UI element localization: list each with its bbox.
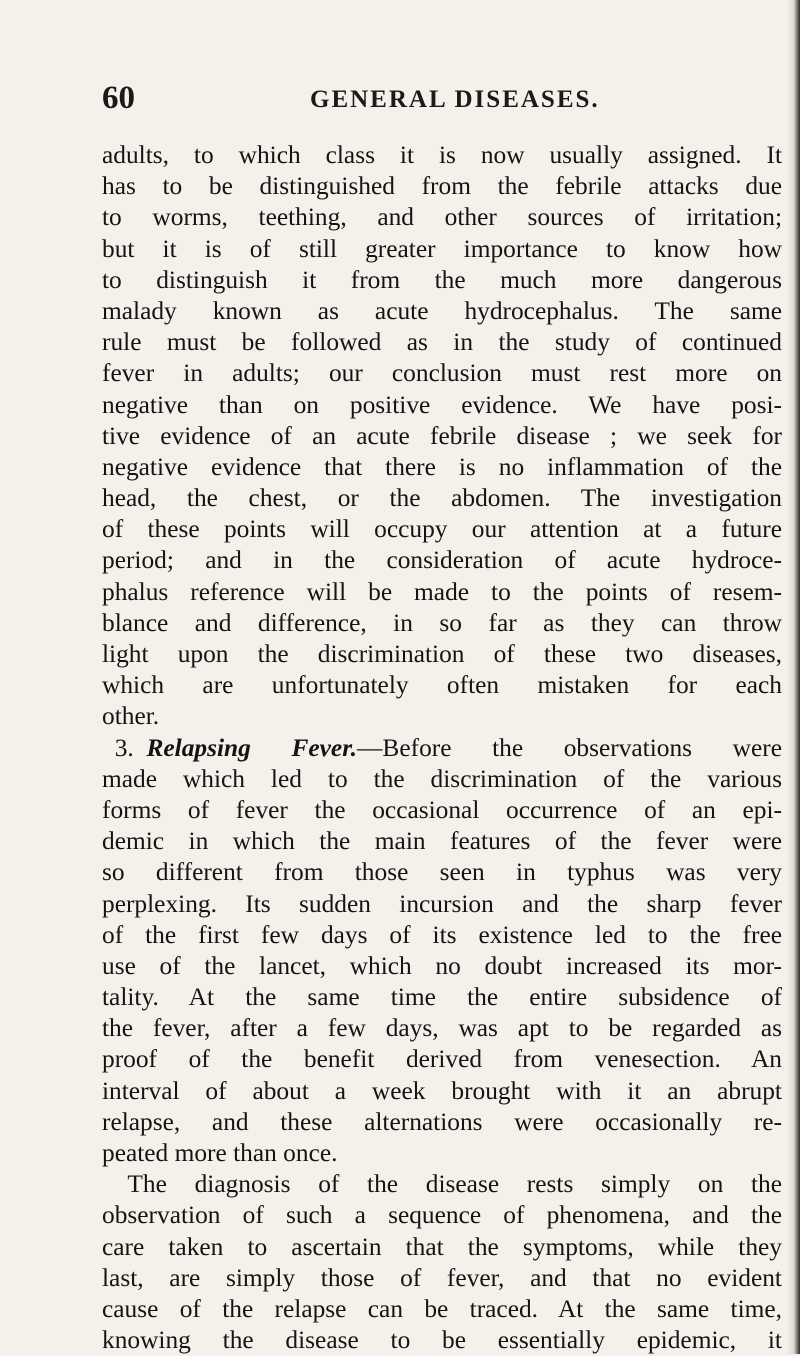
text-line: perplexing. Its sudden incursion and the sharp fever: [102, 889, 782, 918]
text-line: of the first few days of its existence led to the free: [102, 920, 782, 949]
text-line: care taken to ascertain that the symptoms, while they: [102, 1232, 782, 1261]
text-line: negative than on positive evidence. We have posi-: [102, 390, 782, 419]
text-line: light upon the discrimination of these two diseases,: [102, 640, 782, 668]
section-first-line-rest: —Before the observations were: [357, 733, 782, 762]
text-line: period; and in the consideration of acute hydroce-: [102, 546, 782, 575]
text-line-content: The diagnosis of the disease rests simply on the: [127, 1170, 782, 1199]
text-line: relapse, and these alternations were occasionally re-: [102, 1107, 782, 1136]
text-line: the fever, after a few days, was apt to be regarded as: [102, 1014, 782, 1043]
page-number: 60: [102, 80, 135, 116]
text-line: to distinguish it from the much more dangerous: [102, 265, 782, 294]
text-line: rule must be followed as in the study of continued: [102, 328, 782, 357]
section-heading-line: [102, 733, 782, 764]
text-line: forms of fever the occasional occurrence of an epi-: [102, 795, 782, 824]
running-head: [0, 78, 800, 122]
text-line: peated more than once.: [102, 1139, 338, 1167]
text-line: tality. At the same time the entire subsidence of: [102, 983, 782, 1012]
text-line: interval of about a week brought with it an abrupt: [102, 1076, 782, 1105]
text-line: head, the chest, or the abdomen. The investigation: [102, 484, 782, 513]
text-line: which are unfortunately often mistaken for each: [102, 671, 782, 700]
text-line: last, are simply those of fever, and that no evident: [102, 1263, 782, 1292]
text-line: [102, 1169, 782, 1200]
text-line: but it is of still greater importance to know how: [102, 234, 782, 263]
text-line: tive evidence of an acute febrile disease ; we seek for: [102, 421, 782, 450]
text-line: adults, to which class it is now usually assigned. It: [102, 141, 782, 169]
text-line: negative evidence that there is no inflammation of the: [102, 452, 782, 481]
text-line: to worms, teething, and other sources of irritation;: [102, 203, 782, 232]
text-line: demic in which the main features of the fever were: [102, 827, 782, 856]
text-line: made which led to the discrimination of the various: [102, 764, 782, 793]
text-line: cause of the relapse can be traced. At the same time,: [102, 1294, 782, 1323]
page-edge-shadow: [786, 0, 800, 1354]
text-line: phalus reference will be made to the points of resem-: [102, 577, 782, 606]
text-line: other.: [102, 702, 160, 731]
body-text: [102, 140, 782, 1356]
text-line: of these points will occupy our attention at a future: [102, 515, 782, 544]
text-line: fever in adults; our conclusion must rest more on: [102, 359, 782, 388]
text-line: has to be distinguished from the febrile attacks due: [102, 172, 782, 201]
text-line: use of the lancet, which no doubt increased its mor-: [102, 951, 782, 980]
section-title: Relapsing Fever.: [146, 733, 358, 762]
running-head-title: GENERAL DISEASES.: [310, 86, 600, 113]
text-line: knowing the disease to be essentially epidemic, it: [102, 1326, 782, 1355]
text-line: observation of such a sequence of phenomena, and the: [102, 1201, 782, 1230]
section-number: 3.: [114, 733, 134, 762]
text-line: so different from those seen in typhus was very: [102, 858, 782, 887]
text-line: malady known as acute hydrocephalus. The same: [102, 296, 782, 325]
text-line: blance and difference, in so far as they can throw: [102, 608, 782, 637]
text-line: proof of the benefit derived from venesection. An: [102, 1045, 782, 1074]
